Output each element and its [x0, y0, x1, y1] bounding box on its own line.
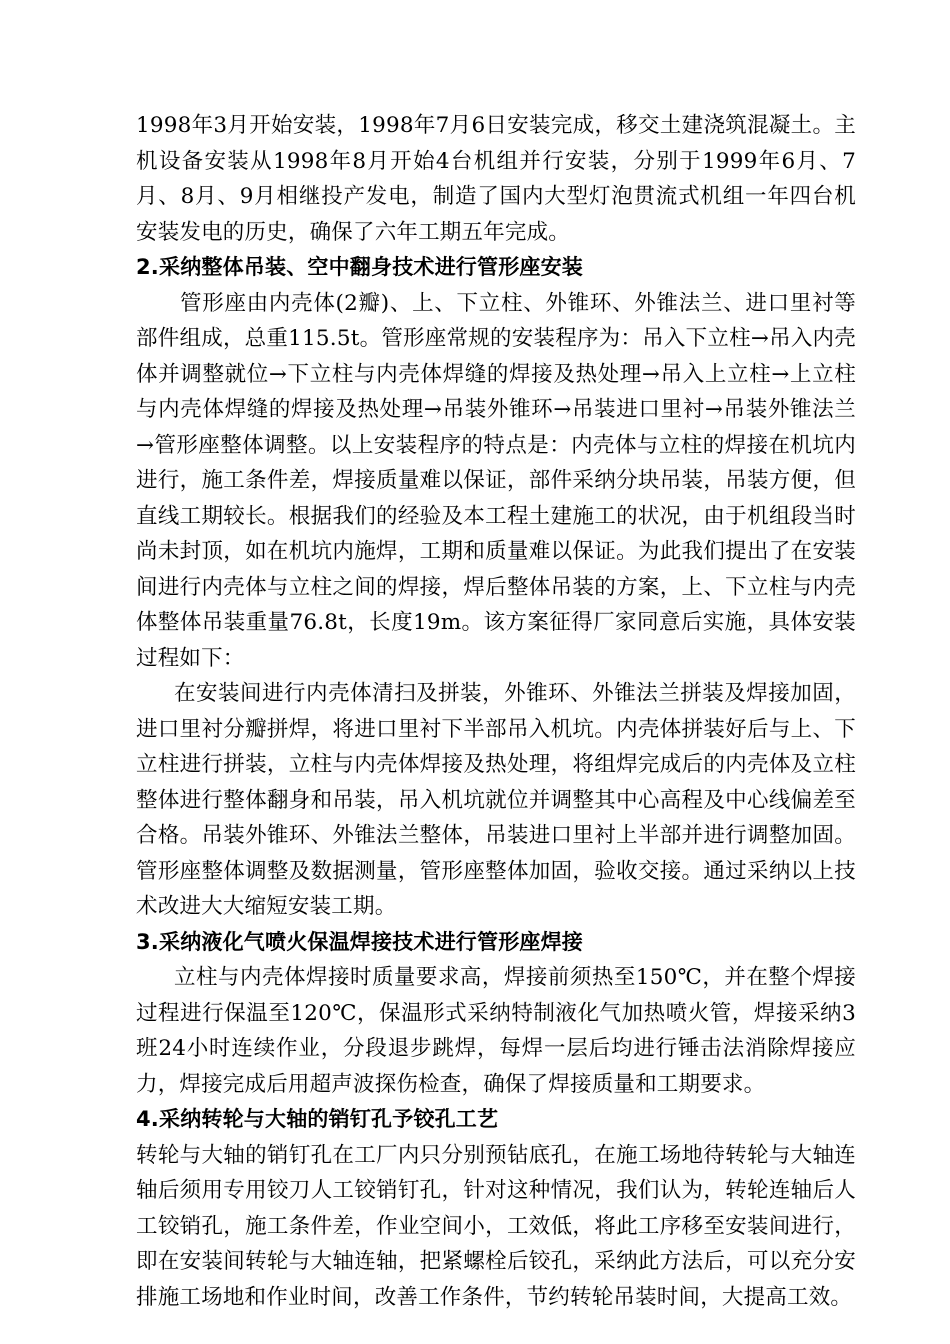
paragraph-welding: 立柱与内壳体焊接时质量要求高，焊接前须热至150℃，并在整个焊接过程进行保温至120℃，保温形式采纳特制液化气加热喷火管，焊接采纳3班24小时连续作业，分段退步跳焊，每焊一层后均进行锤击法消除焊接应力，焊接完成后用超声波探伤检查，确保了焊接质量和工期要求。 [136, 965, 856, 1097]
heading-section-2: 2.采纳整体吊装、空中翻身技术进行管形座安装 [136, 255, 583, 279]
paragraph-schedule: 1998年3月开始安装，1998年7月6日安装完成，移交土建浇筑混凝土。主机设备安装从1998年8月开始4台机组并行安装，分别于1999年6月、7月、8月、9月相继投产发电，制造了国内大型灯泡贯流式机组一年四台机安装发电的历史，确保了六年工期五年完成。 [136, 113, 856, 245]
heading-section-4: 4.采纳转轮与大轴的销钉孔予铰孔工艺 [136, 1107, 499, 1131]
paragraph-pin-hole-reaming: 转轮与大轴的销钉孔在工厂内只分别预钻底孔，在施工场地待转轮与大轴连轴后须用专用铰刀人工铰销钉孔，针对这种情况，我们认为，转轮连轴后人工铰销孔，施工条件差，作业空间小，工效低，将此工序移至安装间进行，即在安装间转轮与大轴连轴，把紧螺栓后铰孔，采纳此方法后，可以充分安排施工场地和作业时间，改善工作条件，节约转轮吊装时间，大提高工效。 [136, 1142, 856, 1310]
paragraph-tube-seat-components: 管形座由内壳体(2瓣)、上、下立柱、外锥环、外锥法兰、进口里衬等部件组成，总重115.5t。管形座常规的安装程序为：吊入下立柱→吊入内壳体并调整就位→下立柱与内壳体焊缝的焊接及热处理→吊入上立柱→上立柱与内壳体焊缝的焊接及热处理→吊装外锥环→吊装进口里衬→吊装外锥法兰→管形座整体调整。以上安装程序的特点是：内壳体与立柱的焊接在机坑内进行，施工条件差，焊接质量难以保证，部件采纳分块吊装，吊装方便，但直线工期较长。根据我们的经验及本工程土建施工的状况，由于机组段当时尚未封顶，如在机坑内施焊，工期和质量难以保证。为此我们提出了在安装间进行内壳体与立柱之间的焊接，焊后整体吊装的方案，上、下立柱与内壳体整体吊装重量76.8t，长度19m。该方案征得厂家同意后实施，具体安装过程如下： [136, 290, 856, 671]
paragraph-installation-process: 在安装间进行内壳体清扫及拼装，外锥环、外锥法兰拼装及焊接加固，进口里衬分瓣拼焊，将进口里衬下半部吊入机坑。内壳体拼装好后与上、下立柱进行拼装，立柱与内壳体焊接及热处理，将组焊完成后的内壳体及立柱整体进行整体翻身和吊装，吊入机坑就位并调整其中心高程及中心线偏差至合格。吊装外锥环、外锥法兰整体，吊装进口里衬上半部并进行调整加固。管形座整体调整及数据测量，管形座整体加固，验收交接。通过采纳以上技术改进大大缩短安装工期。 [136, 681, 856, 919]
heading-section-3: 3.采纳液化气喷火保温焊接技术进行管形座焊接 [136, 929, 583, 954]
document-body [136, 108, 856, 1315]
